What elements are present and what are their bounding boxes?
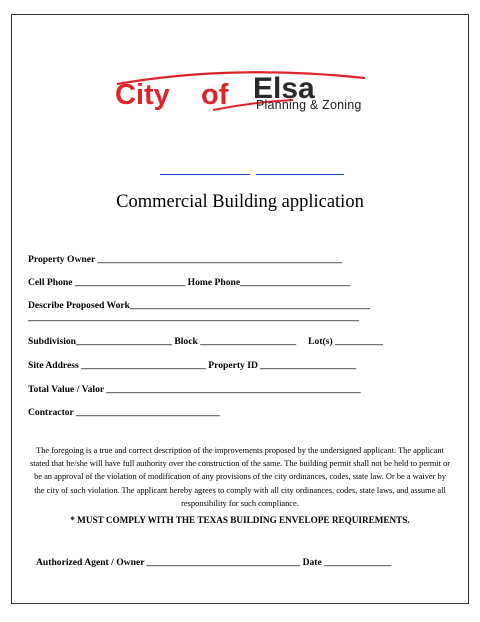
declaration-paragraph: The foregoing is a true and correct description of the improvements proposed by the undersigned applicant. The applicant stated that he/she will have full authority over the construction of the same. The building permit shall not be held to permit or be an approval of the violation of modification of any provisions of the city ordinances, codes, state law. Or be a waiver by the city of such violation. The applicant hereby agrees to comply with all city ordinances, codes, state laws, and assume all responsibility for such compliance.	[29, 446, 451, 508]
logo-elsa-text: Elsa	[253, 72, 315, 105]
describe-work-continuation[interactable]: _____________________________________________________________________	[28, 312, 359, 323]
logo-of-text: of	[201, 79, 229, 111]
logo-city-text: City	[115, 79, 170, 111]
subdivision-block-lot-field[interactable]: Subdivision____________________ Block ____________________ Lot(s) __________	[28, 336, 384, 347]
site-address-property-id-field[interactable]: Site Address __________________________ Property ID ____________________	[28, 360, 357, 371]
page-title: Commercial Building application	[116, 192, 364, 212]
link-underline-2[interactable]	[256, 174, 344, 175]
property-owner-field[interactable]: Property Owner ___________________________________________________	[28, 254, 343, 265]
logo-subtitle: Planning & Zoning	[256, 98, 362, 112]
cell-home-phone-field[interactable]: Cell Phone _______________________ Home Phone_______________________	[28, 277, 351, 288]
city-of-elsa-logo	[113, 70, 373, 116]
contractor-field[interactable]: Contractor ______________________________	[28, 407, 220, 418]
total-value-field[interactable]: Total Value / Valor _____________________________________________________	[28, 384, 361, 395]
describe-work-field[interactable]: Describe Proposed Work__________________________________________________	[28, 300, 370, 311]
compliance-notice: * MUST COMPLY WITH THE TEXAS BUILDING ENVELOPE REQUIREMENTS.	[70, 515, 410, 525]
link-underline-1[interactable]	[160, 174, 250, 175]
signature-date-line[interactable]: Authorized Agent / Owner ________________________________ Date ______________	[36, 557, 392, 568]
